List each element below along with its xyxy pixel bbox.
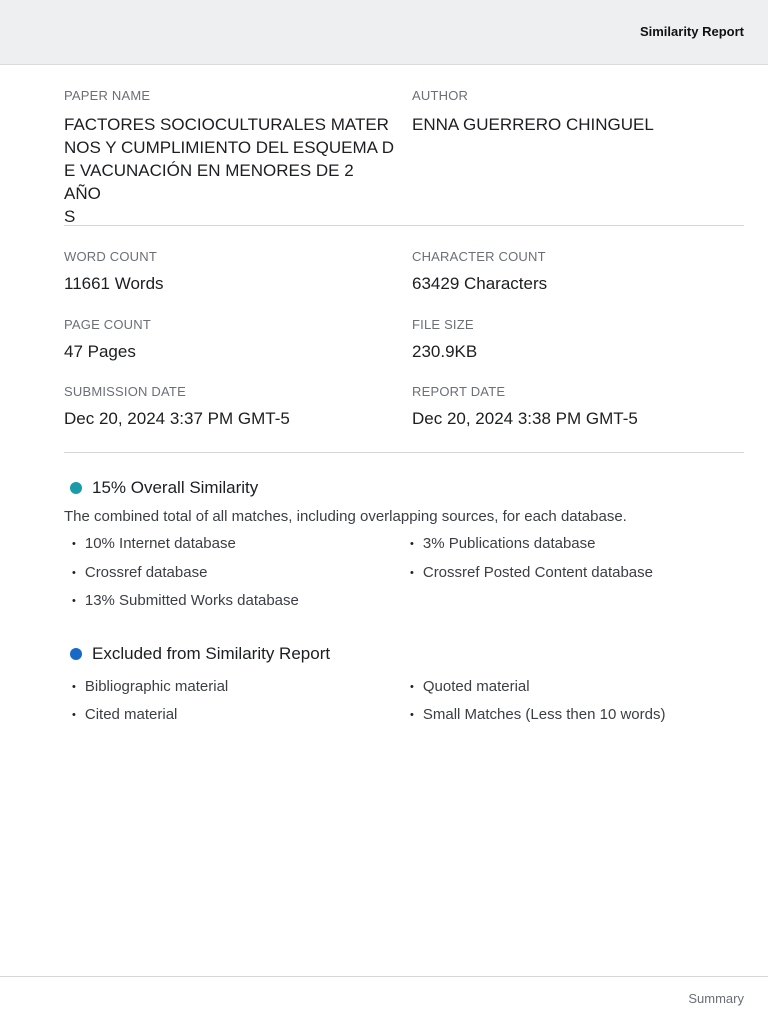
bullet-icon: •: [72, 566, 76, 579]
divider: [64, 225, 744, 226]
report-date-block: [412, 384, 742, 430]
word-count-value: 11661 Words: [64, 274, 164, 293]
submission-date-value: Dec 20, 2024 3:37 PM GMT-5: [64, 409, 290, 428]
similarity-heading: [70, 478, 258, 498]
author-block: [412, 88, 742, 136]
excluded-title: Excluded from Similarity Report: [92, 644, 331, 663]
list-item: • Crossref database: [72, 564, 208, 581]
footer-divider: [0, 976, 768, 977]
char-count-block: [412, 249, 742, 295]
char-count-value: 63429 Characters: [412, 274, 548, 293]
footer-label: Summary: [688, 991, 744, 1006]
list-item: • Crossref Posted Content database: [410, 564, 653, 581]
word-count-label: WORD COUNT: [64, 249, 157, 264]
bullet-icon: •: [72, 537, 76, 550]
list-item: • Bibliographic material: [72, 678, 229, 695]
page-count-value: 47 Pages: [64, 342, 136, 361]
paper-name-block: [64, 88, 394, 228]
bullet-icon: •: [410, 566, 414, 579]
bullet-icon: •: [72, 708, 76, 721]
excluded-heading: [70, 644, 330, 664]
list-item: • Small Matches (Less then 10 words): [410, 706, 666, 723]
paper-name-value: FACTORES SOCIOCULTURALES MATER NOS Y CUMPLIMIENTO DEL ESQUEMA D E VACUNACIÓN EN MENORES DE 2 AÑO S: [64, 115, 395, 226]
submission-date-label: SUBMISSION DATE: [64, 384, 186, 399]
report-title: Similarity Report: [639, 24, 744, 39]
report-header: [0, 0, 768, 65]
list-item: • Quoted material: [410, 678, 530, 695]
file-size-label: FILE SIZE: [412, 317, 474, 332]
list-item: • 10% Internet database: [72, 535, 236, 552]
list-item: • Cited material: [72, 706, 178, 723]
list-item: • 3% Publications database: [410, 535, 596, 552]
bullet-icon: •: [72, 594, 76, 607]
bullet-icon: •: [410, 680, 414, 693]
page-count-label: PAGE COUNT: [64, 317, 151, 332]
char-count-label: CHARACTER COUNT: [412, 249, 546, 264]
file-size-value: 230.9KB: [412, 342, 478, 361]
author-value: ENNA GUERRERO CHINGUEL: [412, 115, 654, 134]
similarity-title: 15% Overall Similarity: [92, 478, 259, 497]
page-count-block: [64, 317, 394, 363]
list-item: • 13% Submitted Works database: [72, 592, 299, 609]
author-label: AUTHOR: [412, 88, 469, 103]
report-date-label: REPORT DATE: [412, 384, 506, 399]
file-size-block: [412, 317, 742, 363]
report-date-value: Dec 20, 2024 3:38 PM GMT-5: [412, 409, 638, 428]
divider: [64, 452, 744, 453]
bullet-icon: •: [410, 708, 414, 721]
bullet-icon: •: [72, 680, 76, 693]
submission-date-block: [64, 384, 394, 430]
excluded-dot-icon: [70, 648, 82, 660]
similarity-description: The combined total of all matches, including overlapping sources, for each database.: [64, 508, 627, 525]
paper-name-label: PAPER NAME: [64, 88, 151, 103]
similarity-dot-icon: [70, 482, 82, 494]
word-count-block: [64, 249, 394, 295]
bullet-icon: •: [410, 537, 414, 550]
